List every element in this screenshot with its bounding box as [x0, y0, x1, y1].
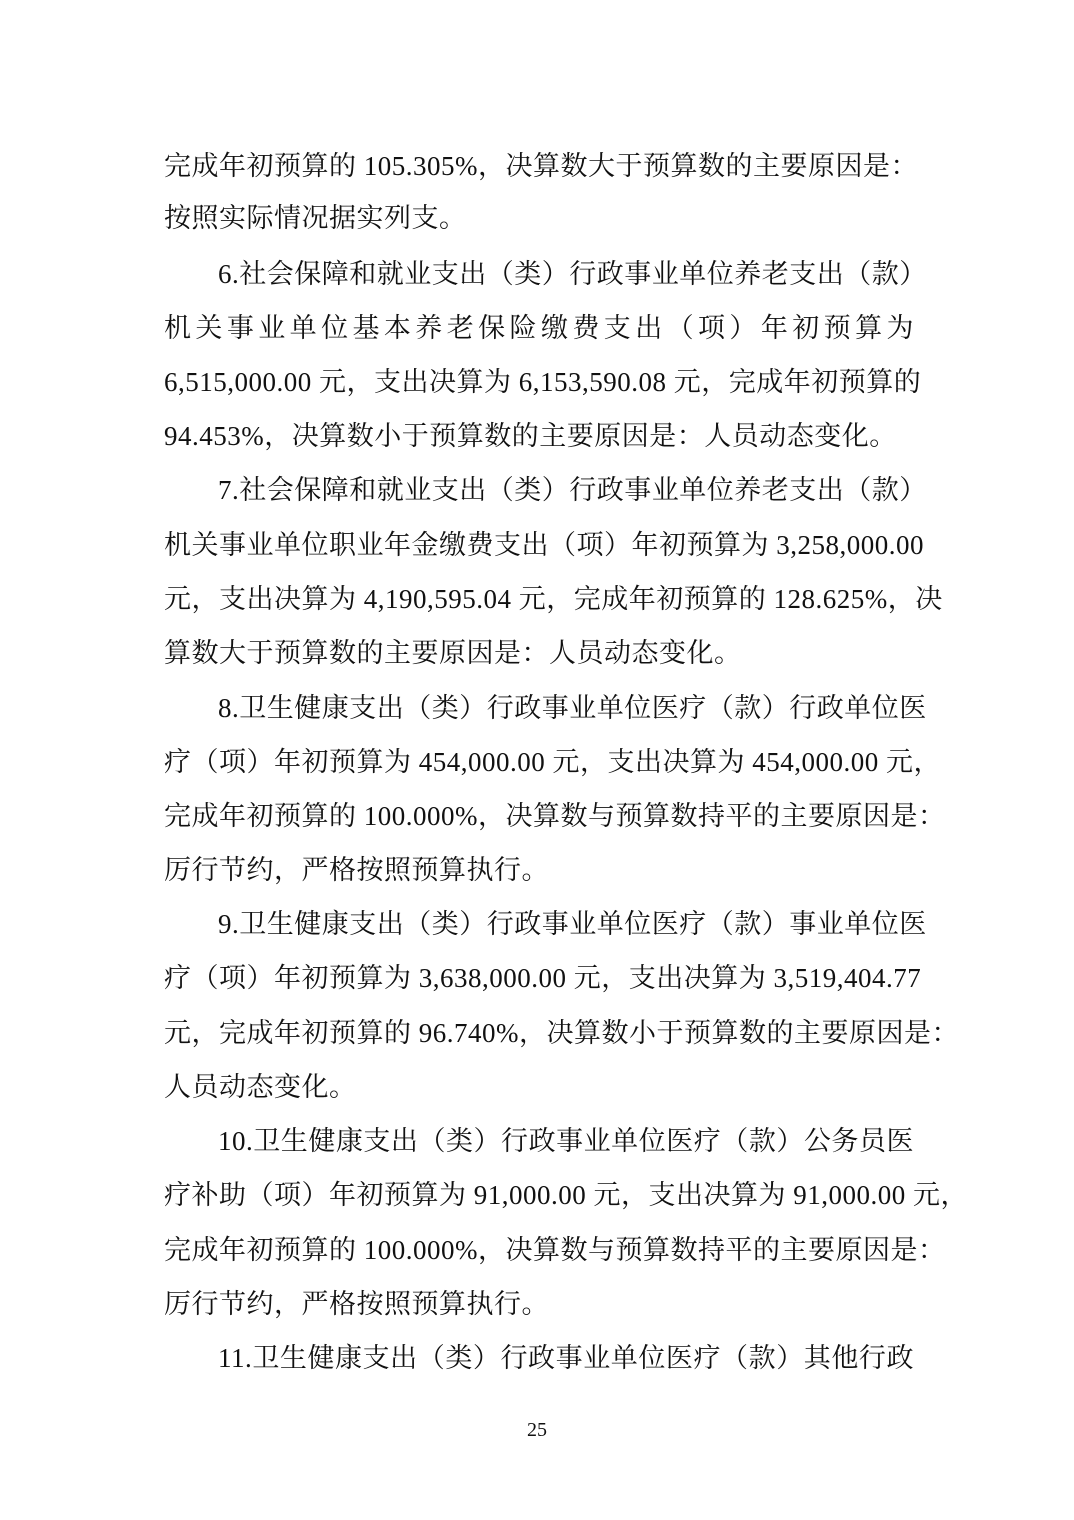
paragraph-4-line-4: 厉行节约，严格按照预算执行。: [164, 855, 549, 885]
paragraph-6-line-1: 10.卫生健康支出（类）行政事业单位医疗（款）公务员医: [218, 1126, 914, 1156]
paragraph-7-line-1: 11.卫生健康支出（类）行政事业单位医疗（款）其他行政: [218, 1343, 914, 1373]
paragraph-4-line-3: 完成年初预算的 100.000%，决算数与预算数持平的主要原因是：: [164, 801, 946, 831]
paragraph-5-line-2: 疗（项）年初预算为 3,638,000.00 元，支出决算为 3,519,404.77: [164, 963, 922, 993]
paragraph-4-line-2: 疗（项）年初预算为 454,000.00 元，支出决算为 454,000.00 元，: [164, 747, 941, 777]
paragraph-5-line-3: 元，完成年初预算的 96.740%，决算数小于预算数的主要原因是：: [164, 1018, 959, 1048]
paragraph-1-line-1: 完成年初预算的 105.305%，决算数大于预算数的主要原因是：: [164, 151, 918, 181]
paragraph-3-line-3: 元，支出决算为 4,190,595.04 元，完成年初预算的 128.625%，决: [164, 584, 943, 614]
paragraph-2-line-3: 6,515,000.00 元，支出决算为 6,153,590.08 元，完成年初预算的: [164, 367, 922, 397]
paragraph-5-line-4: 人员动态变化。: [164, 1072, 357, 1102]
paragraph-3-line-4: 算数大于预算数的主要原因是：人员动态变化。: [164, 638, 742, 668]
paragraph-6-line-3: 完成年初预算的 100.000%，决算数与预算数持平的主要原因是：: [164, 1235, 946, 1265]
paragraph-2-line-2: 机关事业单位基本养老保险缴费支出（项）年初预算为: [164, 313, 914, 343]
paragraph-4-line-1: 8.卫生健康支出（类）行政事业单位医疗（款）行政单位医: [218, 693, 927, 723]
paragraph-2-line-4: 94.453%，决算数小于预算数的主要原因是：人员动态变化。: [164, 421, 897, 451]
paragraph-5-line-1: 9.卫生健康支出（类）行政事业单位医疗（款）事业单位医: [218, 909, 927, 939]
paragraph-6-line-4: 厉行节约，严格按照预算执行。: [164, 1289, 549, 1319]
paragraph-3-line-1: 7.社会保障和就业支出（类）行政事业单位养老支出（款）: [218, 475, 927, 505]
page-number: 25: [527, 1419, 547, 1441]
paragraph-6-line-2: 疗补助（项）年初预算为 91,000.00 元，支出决算为 91,000.00 元，: [164, 1180, 968, 1210]
paragraph-1-line-2: 按照实际情况据实列支。: [164, 203, 467, 233]
paragraph-3-line-2: 机关事业单位职业年金缴费支出（项）年初预算为 3,258,000.00: [164, 530, 924, 560]
paragraph-2-line-1: 6.社会保障和就业支出（类）行政事业单位养老支出（款）: [218, 259, 927, 289]
